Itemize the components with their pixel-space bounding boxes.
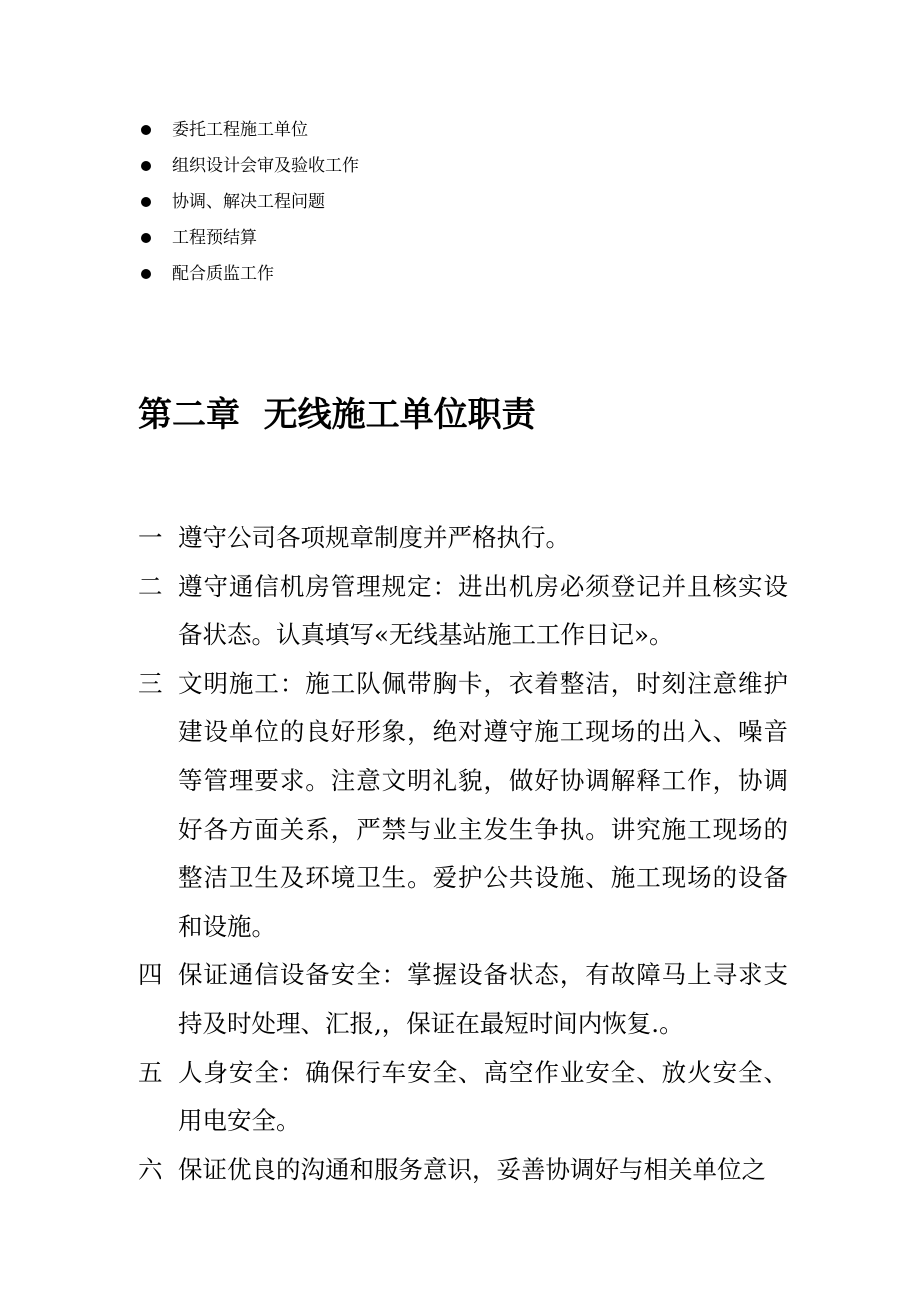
- bullet-text: 协调、解决工程问题: [172, 192, 325, 212]
- duty-text: 保证优良的沟通和服务意识，妥善协调好与相关单位之: [178, 1154, 766, 1184]
- duty-item: [138, 1049, 788, 1146]
- chapter-title: 第二章 无线施工单位职责: [138, 395, 536, 435]
- duty-number: 三: [138, 668, 163, 698]
- duty-number: 六: [138, 1154, 163, 1184]
- duty-item: [138, 1146, 788, 1195]
- bullet-item: [138, 220, 359, 256]
- bullet-text: 配合质监工作: [172, 264, 274, 284]
- duty-text: 保证通信设备安全：掌握设备状态，有故障马上寻求支持及时处理、汇报,，保证在最短时间内恢复.。: [178, 960, 788, 1038]
- bullet-dot-icon: [141, 125, 151, 135]
- duty-text: 文明施工：施工队佩带胸卡，衣着整洁，时刻注意维护建设单位的良好形象，绝对遵守施工现场的出入、噪音等管理要求。注意文明礼貌，做好协调解释工作，协调好各方面关系，严禁与业主发生争执。讲究施工现场的整洁卫生及环境卫生。爱护公共设施、施工现场的设备和设施。: [178, 668, 788, 941]
- bullet-dot-icon: [141, 197, 151, 207]
- bullet-item: [138, 256, 359, 292]
- duty-item: [138, 951, 788, 1048]
- duty-list: [138, 514, 788, 1194]
- duty-number: 一: [138, 523, 163, 552]
- bullet-text: 委托工程施工单位: [172, 120, 308, 140]
- duty-text: 人身安全：确保行车安全、高空作业安全、放火安全、用电安全。: [178, 1057, 788, 1136]
- duty-item: [138, 660, 788, 952]
- duty-number: 四: [138, 960, 163, 990]
- duty-number: 二: [138, 571, 163, 601]
- duty-text: 遵守公司各项规章制度并严格执行。: [178, 523, 570, 552]
- duty-number: 五: [138, 1057, 163, 1087]
- duty-text: 遵守通信机房管理规定：进出机房必须登记并且核实设备状态。认真填写«无线基站施工工作日记»。: [178, 571, 788, 650]
- bullet-item: [138, 112, 359, 148]
- bullet-item: [138, 148, 359, 184]
- bullet-dot-icon: [141, 269, 151, 279]
- duty-item: [138, 514, 788, 563]
- bullet-item: [138, 184, 359, 220]
- bullet-text: 组织设计会审及验收工作: [172, 156, 359, 176]
- duty-item: [138, 563, 788, 660]
- responsibility-bullet-list: [138, 112, 359, 292]
- bullet-text: 工程预结算: [172, 228, 257, 248]
- bullet-dot-icon: [141, 233, 151, 243]
- bullet-dot-icon: [141, 161, 151, 171]
